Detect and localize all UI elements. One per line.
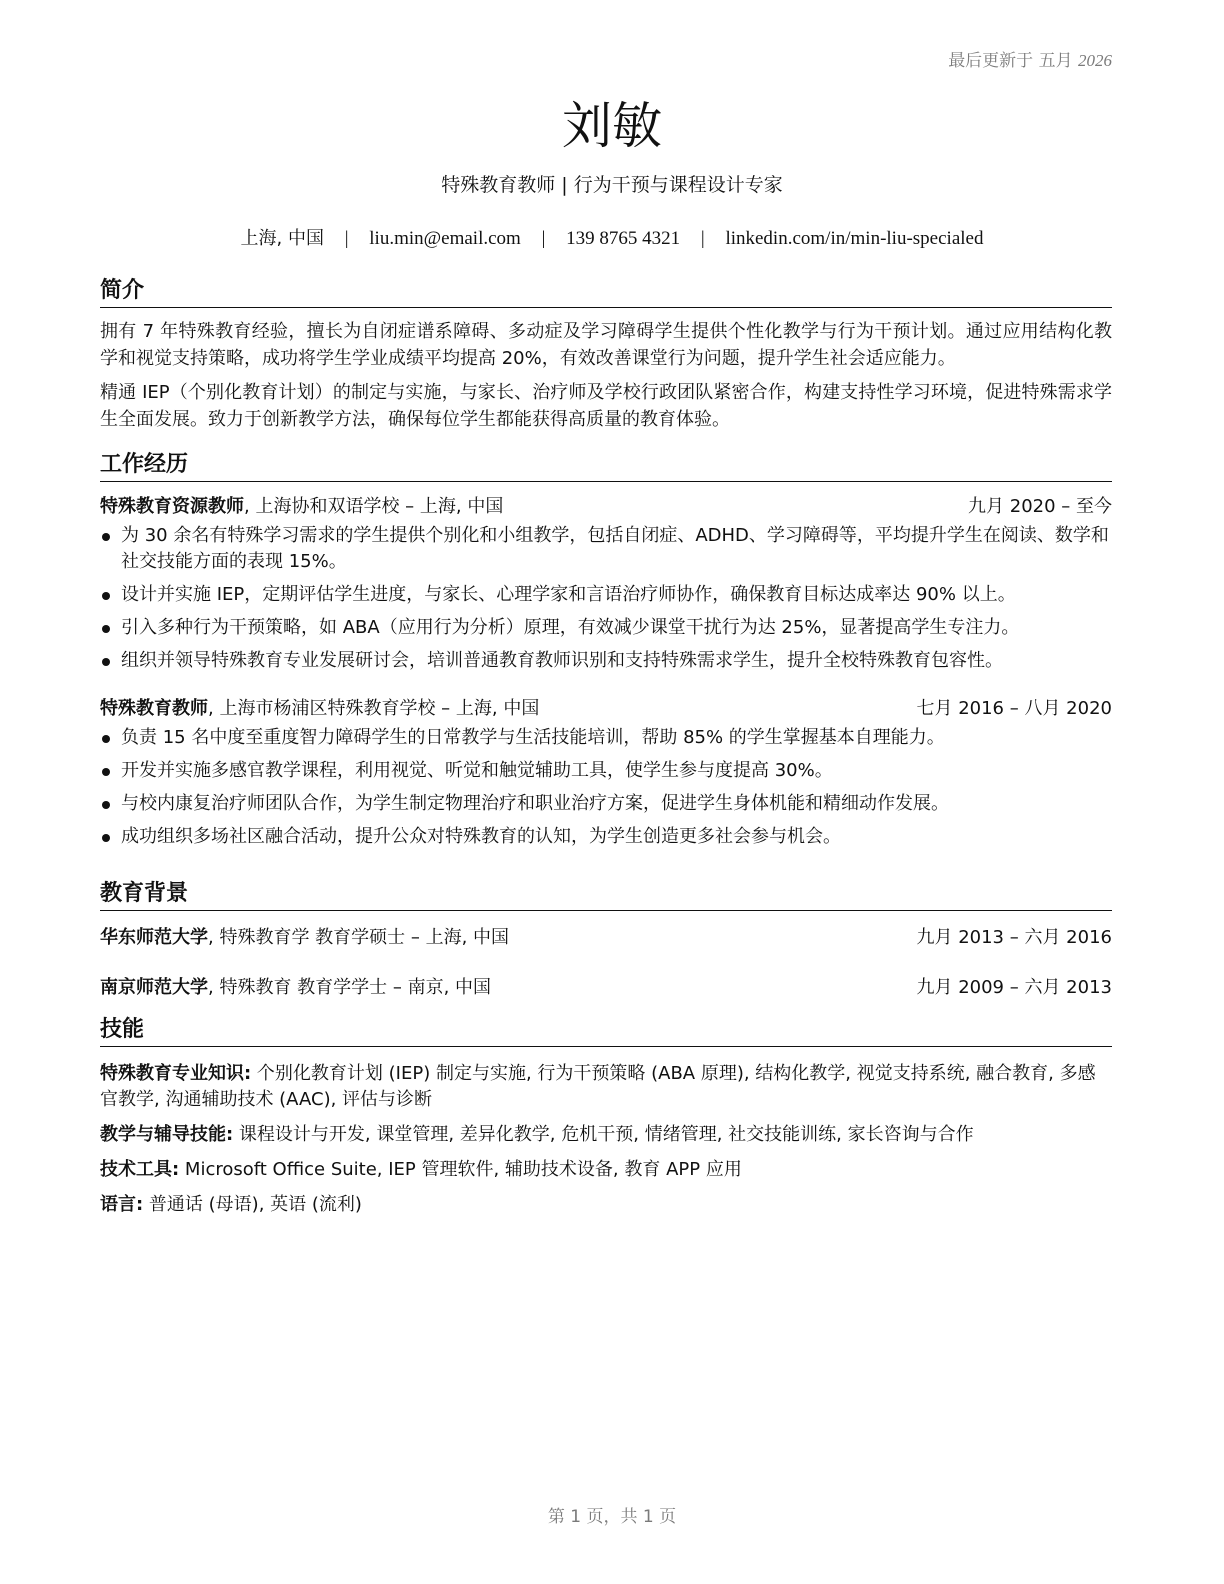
list-item: 设计并实施 IEP，定期评估学生进度，与家长、心理学家和言语治疗师协作，确保教育目标达成率达 90% 以上。	[100, 582, 1112, 608]
candidate-name: 刘敏	[562, 97, 662, 155]
section-title-education: 教育背景	[100, 880, 1112, 911]
job-role: 特殊教育资源教师	[100, 496, 244, 517]
list-item: 引入多种行为干预策略，如 ABA（应用行为分析）原理，有效减少课堂干扰行为达 25%，显著提高学生专注力。	[100, 615, 1112, 641]
job-title-line	[100, 696, 539, 722]
education-school: 华东师范大学	[100, 927, 208, 948]
job-entry	[100, 494, 1112, 674]
contact-separator: |	[700, 228, 705, 249]
contact-linkedin[interactable]: linkedin.com/in/min-liu-specialed	[725, 228, 984, 249]
education-degree: , 特殊教育学 教育学硕士 – 上海, 中国	[208, 927, 510, 948]
job-entry	[100, 696, 1112, 850]
section-title-experience: 工作经历	[100, 451, 1112, 482]
last-updated-year: 2026	[1078, 51, 1112, 70]
contact-separator: |	[344, 228, 349, 249]
job-role: 特殊教育教师	[100, 698, 208, 719]
skill-label: 语言:	[100, 1194, 144, 1215]
skill-label: 教学与辅导技能:	[100, 1124, 234, 1145]
skill-line	[100, 1192, 1112, 1218]
job-header	[100, 494, 1112, 520]
last-updated-label: 最后更新于 五月	[948, 51, 1073, 71]
page-indicator: 第 1 页，共 1 页	[547, 1507, 677, 1527]
summary-paragraph: 拥有 7 年特殊教育经验，擅长为自闭症谱系障碍、多动症及学习障碍学生提供个性化教学与行为干预计划。通过应用结构化教学和视觉支持策略，成功将学生学业成绩平均提高 20%，有效改善课堂行为问题，提升学生社会适应能力。	[100, 321, 1112, 369]
job-header	[100, 696, 1112, 722]
skill-line	[100, 1157, 1112, 1183]
list-item: 开发并实施多感官教学课程，利用视觉、听觉和触觉辅助工具，使学生参与度提高 30%。	[100, 758, 1112, 784]
education-section	[100, 880, 1112, 1001]
job-org: , 上海市杨浦区特殊教育学校 – 上海, 中国	[208, 698, 540, 719]
contact-email[interactable]: liu.min@email.com	[369, 228, 521, 249]
education-dates: 九月 2013 – 六月 2016	[916, 927, 1112, 948]
skill-value: 个别化教育计划 (IEP) 制定与实施, 行为干预策略 (ABA 原理), 结构化教学, 视觉支持系统, 融合教育, 多感官教学, 沟通辅助技术 (AAC), 评估与诊断	[100, 1063, 1096, 1110]
education-title-line	[100, 925, 509, 951]
job-org: , 上海协和双语学校 – 上海, 中国	[244, 496, 504, 517]
contact-line	[0, 224, 1224, 250]
skill-value: 课程设计与开发, 课堂管理, 差异化教学, 危机干预, 情绪管理, 社交技能训练, 家长咨询与合作	[233, 1124, 974, 1145]
list-item: 成功组织多场社区融合活动，提升公众对特殊教育的认知，为学生创造更多社会参与机会。	[100, 824, 1112, 850]
contact-location: 上海, 中国	[240, 228, 324, 249]
education-entry	[100, 925, 1112, 951]
list-item: 负责 15 名中度至重度智力障碍学生的日常教学与生活技能培训，帮助 85% 的学生掌握基本自理能力。	[100, 725, 1112, 751]
job-dates: 九月 2020 – 至今	[968, 496, 1112, 517]
skill-line	[100, 1061, 1112, 1113]
summary-section	[100, 277, 1112, 433]
skills-section	[100, 1016, 1112, 1218]
contact-separator: |	[541, 228, 546, 249]
job-bullets	[100, 523, 1112, 674]
section-title-summary: 简介	[100, 277, 1112, 308]
contact-phone[interactable]: 139 8765 4321	[566, 228, 681, 249]
candidate-headline: 特殊教育教师 | 行为干预与课程设计专家	[441, 174, 783, 196]
education-school: 南京师范大学	[100, 977, 208, 998]
skill-line	[100, 1122, 1112, 1148]
experience-section	[100, 451, 1112, 850]
job-bullets	[100, 725, 1112, 850]
section-title-skills: 技能	[100, 1016, 1112, 1047]
skill-value: Microsoft Office Suite, IEP 管理软件, 辅助技术设备, 教育 APP 应用	[179, 1159, 742, 1180]
skill-label: 特殊教育专业知识:	[100, 1063, 252, 1084]
skill-value: 普通话 (母语), 英语 (流利)	[143, 1194, 362, 1215]
list-item: 组织并领导特殊教育专业发展研讨会，培训普通教育教师识别和支持特殊需求学生，提升全校特殊教育包容性。	[100, 648, 1112, 674]
education-dates: 九月 2009 – 六月 2013	[916, 977, 1112, 998]
list-item: 为 30 余名有特殊学习需求的学生提供个别化和小组教学，包括自闭症、ADHD、学习障碍等，平均提升学生在阅读、数学和社交技能方面的表现 15%。	[100, 523, 1112, 575]
education-degree: , 特殊教育 教育学学士 – 南京, 中国	[208, 977, 492, 998]
education-entry	[100, 975, 1112, 1001]
summary-paragraph: 精通 IEP（个别化教育计划）的制定与实施，与家长、治疗师及学校行政团队紧密合作，构建支持性学习环境，促进特殊需求学生全面发展。致力于创新教学方法，确保每位学生都能获得高质量的教育体验。	[100, 382, 1112, 430]
last-updated	[948, 46, 1112, 71]
list-item: 与校内康复治疗师团队合作，为学生制定物理治疗和职业治疗方案，促进学生身体机能和精细动作发展。	[100, 791, 1112, 817]
education-title-line	[100, 975, 491, 1001]
job-title-line	[100, 494, 503, 520]
skill-label: 技术工具:	[100, 1159, 180, 1180]
job-dates: 七月 2016 – 八月 2020	[916, 698, 1112, 719]
